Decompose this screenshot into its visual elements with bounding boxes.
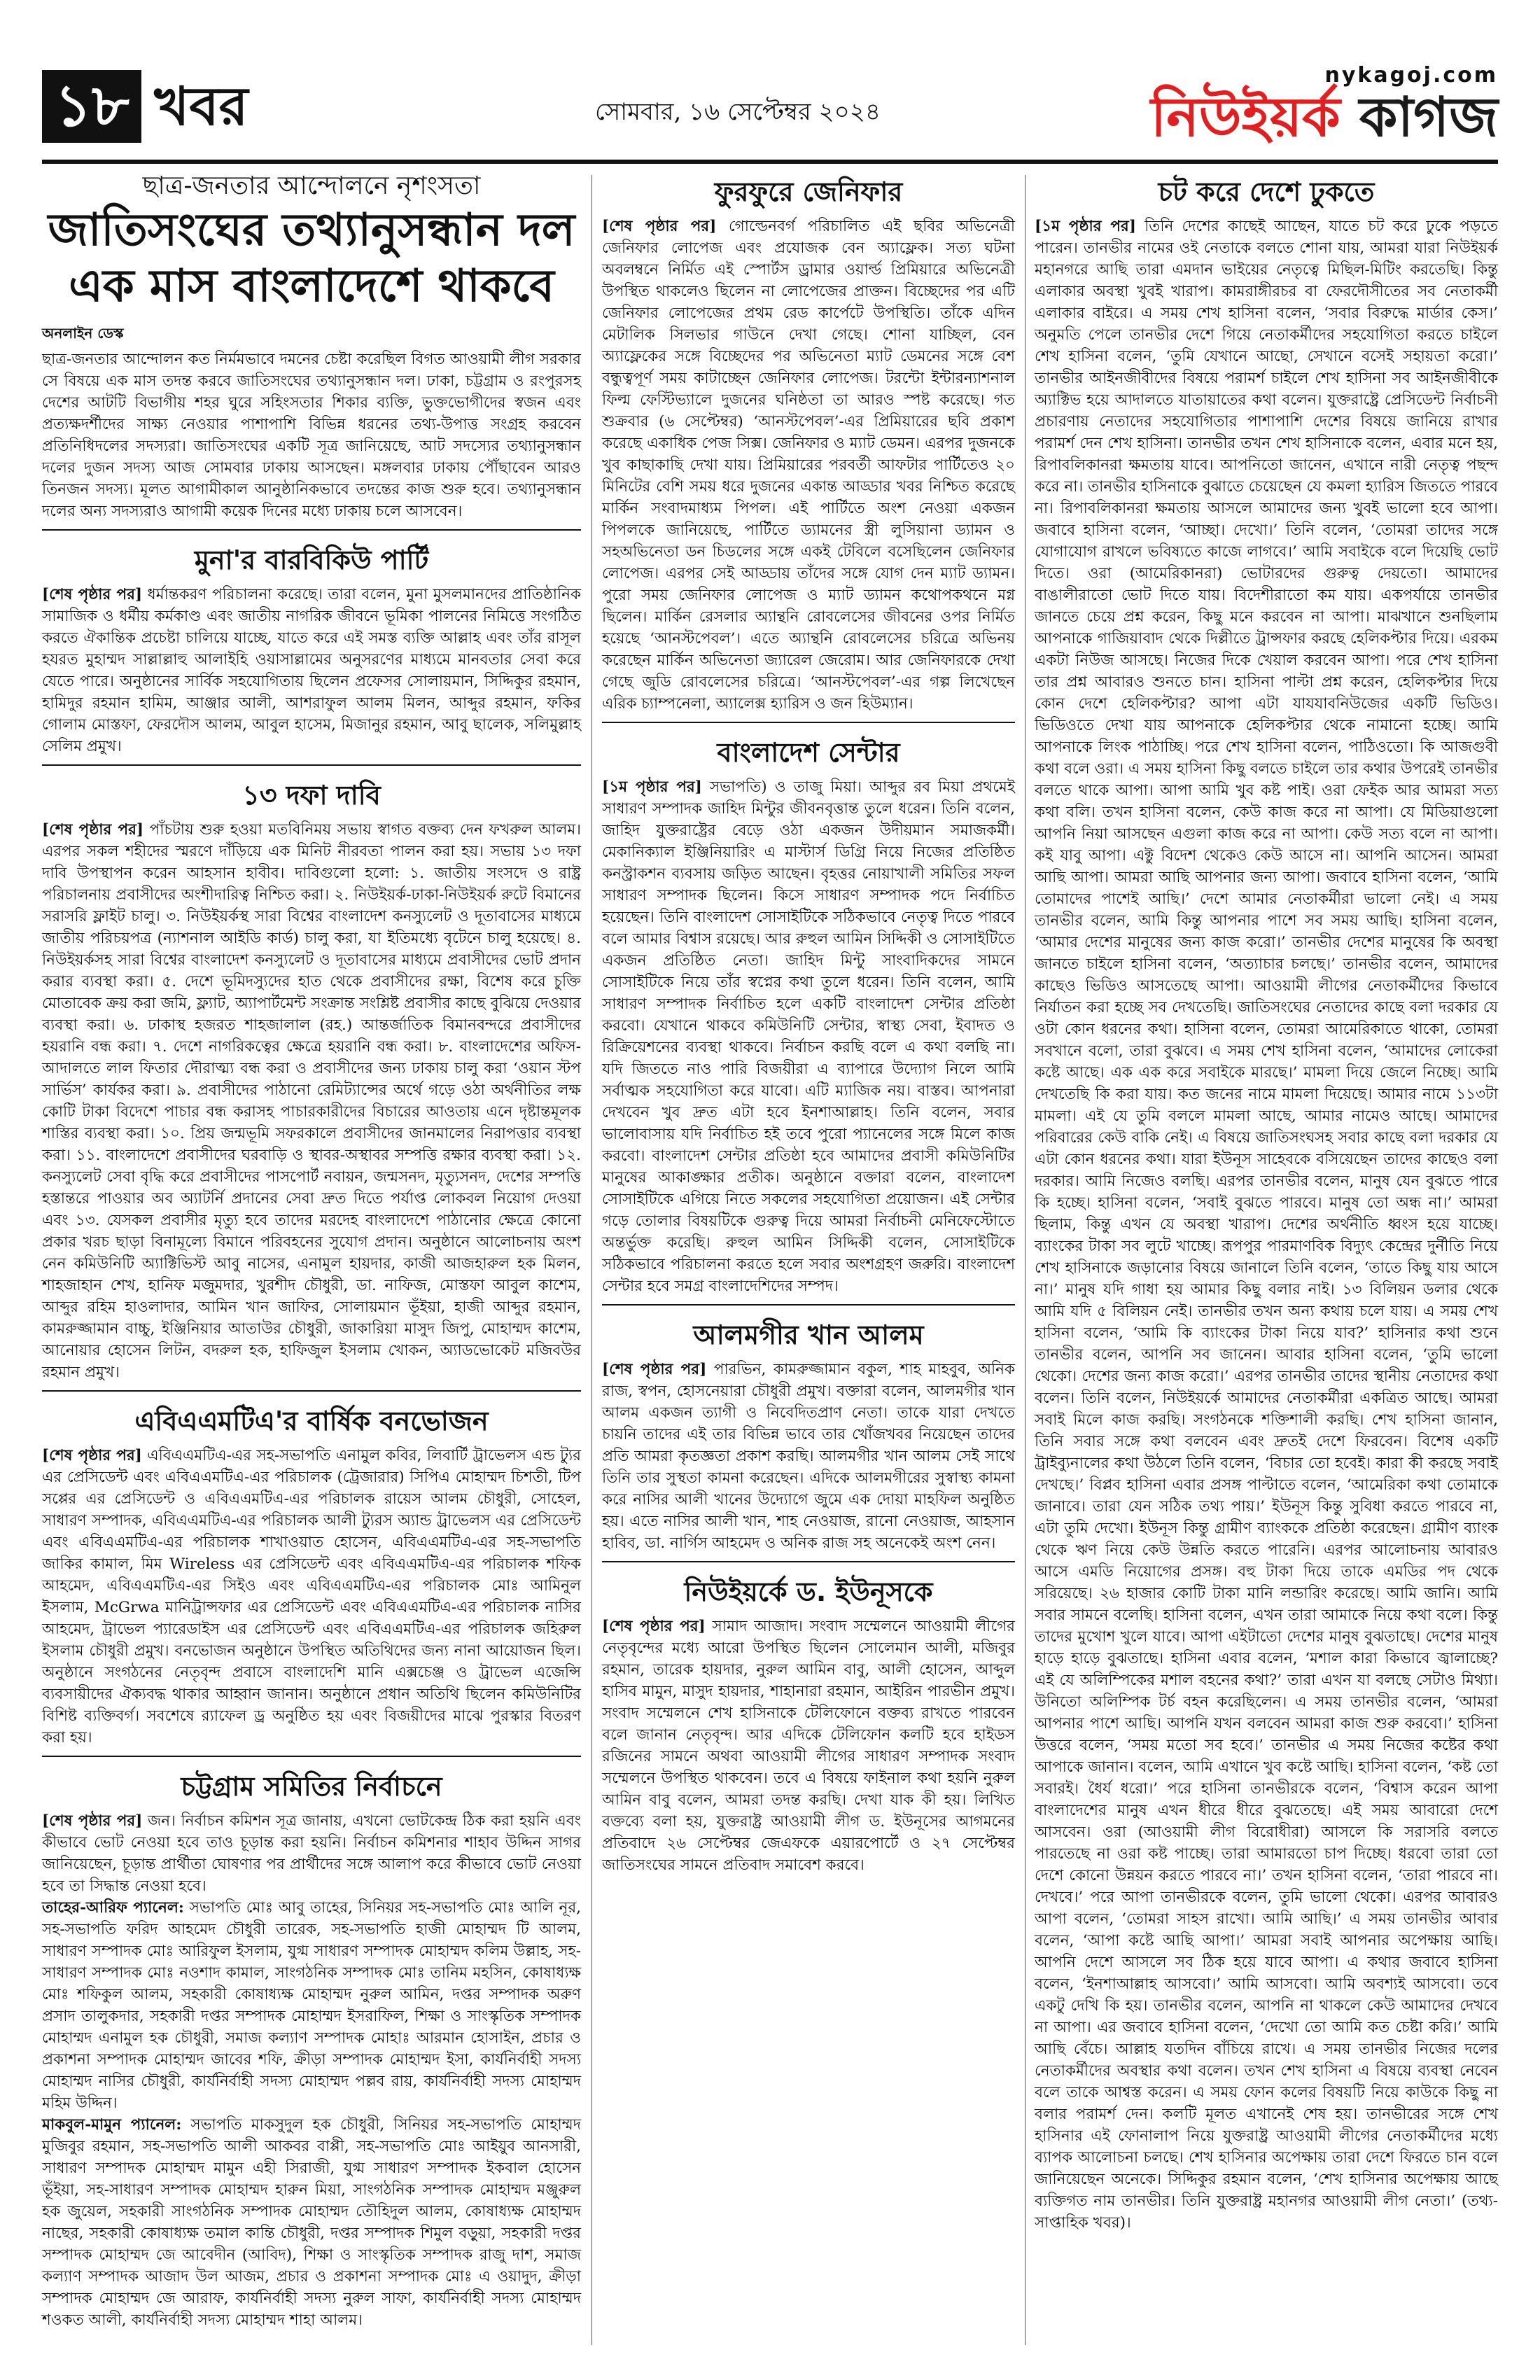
headline-bangladesh-center: বাংলাদেশ সেন্টার: [717, 737, 900, 768]
article-chot-kore: [1035, 216, 1498, 2234]
article-body: পাঁচটায় শুরু হওয়া মতবিনিময় সভায় স্বাগত বক্তব্য দেন ফখরুল আলম। এরপর সকল শহীদের স্মরণে দাঁড়িয়ে এক মিনিট নীরবতা পালন করা হয়। সভায় ১৩ দফা দাবি উপস্থাপন করেন আহসান হাবীব। দাবিগুলো হলো: ১. জাতীয় সংসদে ও রাষ্ট্র পরিচালনায় প্রবাসীদের অংশীদারিত্ব নিশ্চিত করা। ২. নিউইয়র্ক-ঢাকা-নিউইয়র্ক রুটে বিমানের সরাসরি ফ্লাইট চালু। ৩. নিউইয়র্কস্থ সারা বিশ্বের বাংলাদেশ কনস্যুলেট ও দূতাবাসের মাধ্যমে জাতীয় পরিচয়পত্র (ন্যাশনাল আইডি কার্ড) চালু করা, যা ইতিমধ্যে বৃটেনে চালু হয়েছে। ৪. নিউইয়র্কসহ সারা বিশ্বের বাংলাদেশ কনস্যুলেট ও দূতাবাসের মাধ্যমে প্রবাসীদের ভোট প্রদান করার ব্যবস্থা করা। ৫. দেশে ভূমিদস্যুদের হাত থেকে প্রবাসীদের রক্ষা, বিশেষ করে চুক্তি মোতাবেক ক্রয় করা জমি, ফ্ল্যাট, অ্যাপার্টমেন্ট সংক্রান্ত সংশ্লিষ্ট প্রবাসীর কাছে বুঝিয়ে দেওয়ার ব্যবস্থা করা। ৬. ঢাকাস্থ হজরত শাহজালাল (রহ.) আন্তর্জাতিক বিমানবন্দরে প্রবাসীদের হয়রানি বন্ধ করা। ৭. দেশে নাগরিকত্বের ক্ষেত্রে হয়রানি বন্ধ করা। ৮. বাংলাদেশের অফিস-আদালতে লাল ফিতার দৌরাত্ম্য বন্ধ করা ও প্রবাসীদের জন্য ঢাকায় চালু করা ‘ওয়ান স্টপ সার্ভিস’ কার্যকর করা। ৯. প্রবাসীদের পাঠানো রেমিট্যান্সের অর্থে গড়ে ওঠা অর্থনীতির লক্ষ কোটি টাকা বিদেশে পাচার বন্ধ করাসহ পাচারকারীদের বিচারের আওতায় এনে দৃষ্টান্তমূলক শাস্তির ব্যবস্থা করা। ১০. প্রিয় জন্মভূমি সফরকালে প্রবাসীদের জানমালের নিরাপত্তার ব্যবস্থা করা। ১১. বাংলাদেশে প্রবাসীদের ঘরবাড়ি ও স্থাবর-অস্থাবর সম্পত্তি রক্ষার ব্যবস্থা করা। ১২. কনস্যুলেট সেবা বৃদ্ধি করে প্রবাসীদের পাসপোর্ট নবায়ন, জন্মসনদ, মৃত্যুসনদ, দেশের সম্পত্তি হস্তান্তরে পাওয়ার অব অ্যাটর্নি প্রদানের সেবা দ্রুত দিতে পর্যাপ্ত লোকবল নিয়োগ দেওয়া এবং ১৩. যেসকল প্রবাসীর মৃত্যু হবে তাদের মরদেহ বাংলাদেশে পাঠানোর ক্ষেত্রে কোনো প্রকার খরচ ছাড়া বিনামূল্যে বিমানে পরিবহনের সুযোগ প্রদান। অনুষ্ঠানে আলোচনায় অংশ নেন কমিউনিটি অ্যাক্টিভিস্ট আবু নাসের, এনামুল হায়দার, কাজী আজহারুল হক মিলন, শাহজাহান শেখ, হানিফ মজুমদার, খুরশীদ চৌধুরী, ডা. নাফিজ, মোস্তফা আবুল কাশেম, আব্দুর রহিম হাওলাদার, আমিন খান জাফির, সোলায়মান ভূঁইয়া, হাজী আব্দুর রহমান, কামরুজ্জামান বাচ্চু, ইঞ্জিনিয়ার আতাউর চৌধুরী, জাকারিয়া মাসুদ জিপু, মোহাম্মদ কাশেম, আনোয়ার হোসেন লিটন, বদরুল হক, হাফিজুল ইসলাম খোকন, অ্যাডভোকেট মজিবউর রহমান প্রমুখ।: [42, 821, 581, 1381]
continued-tag: [শেষ পৃষ্ঠার পর]: [602, 1361, 707, 1378]
masthead-rule: [42, 160, 1498, 164]
continued-tag: [শেষ পৃষ্ঠার পর]: [42, 1812, 143, 1830]
divider: [42, 1756, 581, 1757]
article-body: তিনি দেশের কাছেই আছেন, যাতে চট করে ঢুকে পড়তে পারেন। তানভীর নামের ওই নেতাকে বলতে শোনা যায়, আমরা যারা নিউইয়র্ক মহানগরে আছি তারা এমদান ভাইয়ের নেতৃত্বে মিছিল-মিটিং করতেছি। কিন্তু এলাকার অবস্থা খুবই খারাপ। কামরাঙ্গীরচর বা ফেরদৌসীতের সব নেতাকর্মী এলাকার বাইরে। এ সময় শেখ হাসিনা বলেন, ‘সবার বিরুদ্ধে মার্ডার কেস।’ অনুমতি পেলে তানভীর দেশে গিয়ে নেতাকর্মীদের সহযোগিতা করতে চাইলে শেখ হাসিনা বলেন, ‘তুমি যেখানে আছো, সেখানে বসেই সহায়তা করো।’ তানভীর আইনজীবীদের বিষয়ে পরামর্শ চাইলে শেখ হাসিনা সব আইনজীবীকে অ্যাক্টিভ হয়ে আদালতে যাতায়াতের কথা বলেন। যুক্তরাষ্ট্রে প্রেসিডেন্ট নির্বাচনী প্রচারণায় নেতাদের সহযোগিতার পাশাপাশি দেশের বিষয়ে জানিয়ে রাখার পরামর্শ দেন শেখ হাসিনা। তানভীর তখন শেখ হাসিনাকে বলেন, এবার মনে হয়, রিপাবলিকানরা ক্ষমতায় যাবে। আপনিতো জানেন, এখানে নারী নেতৃত্ব পছন্দ করে না। তানভীর হাসিনাকে বুঝাতে চেয়েছেন যে কমলা হ্যারিস জিততে পারবে না। রিপাবলিকানরা ক্ষমতায় আসলে আমাদের জন্য খুবই ভালো হবে আপা। জবাবে হাসিনা বলেন, ‘আচ্ছা। দেখো।’ তিনি বলেন, ‘তোমরা তাদের সঙ্গে যোগাযোগ রাখলে ভবিষ্যতে কাজে লাগবে।’ আমি সবাইকে বলে দিয়েছি ভোট দিতে। ওরা (আমেরিকানরা) ভোটারদের গুরুত্ব দেয়তো। আমাদের বাঙালীরাতো ভোট দিতে যায়। বিদেশীরাতো কম যায়। একপর্যায়ে তানভীর জানতে চেয়ে প্রশ্ন করেন, কিছু মনে করবেন না আপা। মাঝখানে শুনছিলাম আপনাকে গাজিয়াবাদ থেকে দিল্লীতে ট্রান্সফার করছে হেলিকপ্টার দিয়ে। এরকম একটা নিউজ আসছে। নিজের দিকে খেয়াল করবেন আপা। পরে শেখ হাসিনা তার প্রশ্ন আবারও শুনতে চান। হাসিনা পাল্টা প্রশ্ন করেন, হেলিকপ্টার দিয়ে কোন দেশে হেলিকপ্টার? আপা এটা যাযযাবনিউজের একটি ভিডিও। ভিডিওতে দেখা যায় আপনাকে হেলিকপ্টার থেকে নামানো হচ্ছে। আমি আপনাকে লিংক পাঠাচ্ছি। পরে শেখ হাসিনা বলেন, পাঠিওতো। কি আজগুবী কথা বলে ওরা। এ সময় হাসিনা কিছু বলতে চাইলে তার কথার উপরেই তানভীর বলতে থাকে আপা। আপা আমি খুব কষ্ট পাই। ওরা ফেইক আর আমরা সত্য কথা বলি। তখন হাসিনা বলেন, কেউ কাজ করে না আপা। যে মিডিয়াগুলো আপনি নিয়া আসছেন এগুলা কাজ করে না আপা। কেউ সত্য বলে না আপা। কই যাবু আপা। এক্টু বিদেশ থেকেও কেউ আসে না। আপনি আসেন। আমরা আছি আপা। আমরা আছি আপনার জন্য আপা। জবাবে হাসিনা বলেন, ‘আমি তোমাদের পাশেই আছি।’ দেশে আমার নেতাকর্মীরা ভালো নেই। এ সময় তানভীর বলেন, আমি কিন্তু আপনার পাশে সব সময় আছি। হাসিনা বলেন, ‘আমার দেশের মানুষের জন্য কাজ করো।’ তানভীর দেশের মানুষের কি অবস্থা জানতে চাইলে হাসিনা বলেন, ‘অত্যাচার চলছে।’ তানভীর বলেন, আমাদের কাছেও ভিডিও আসতেছে আপা। আওয়ামী লীগের নেতাকর্মীদের কিভাবে নির্যাতন করা হচ্ছে সব দেখতেছি। জাতিসংঘের নেতাদের কাছে বলা দরকার যে ওটা কোন ধরনের কথা। হাসিনা বলেন, তোমরা আমেরিকাতে থাকো, তোমরা সবখানে বলো, তারা বুঝবে। এ সময় শেখ হাসিনা বলেন, ‘আমাদের লোকেরা কষ্টে আছে। এক এক করে সবাইকে মারছে।’ মামলা দিয়ে জেলে নিচ্ছে। আমি দেখতেছি কি করা যায়। কত জনের নামে মামলা দিয়েছে। আমার নামে ১১৩টা মামলা। এই যে তুমি বললে মামলা আছে, আমার নামেও আছে। আমাদের পরিবারের কেউ বাকি নেই। এ বিষয়ে জাতিসংঘসহ সবার কাছে বলা দরকার যে এটা কোন ধরনের কথা। যারা ইউনূস সাহেবকে বসিয়েছেন তাদের কাছেও বলা দরকার। আমি নিজেও বলছি। এরপর তানভীর বলেন, মানুষ যেন বুঝতে পারে কি হচ্ছে। হাসিনা বলেন, ‘সবাই বুঝতে পারবে। মানুষ তো অন্ধ না।’ আমরা ছিলাম, কিন্তু এখন যে অবস্থা খারাপ। দেশের অর্থনীতি ধ্বংস হয়ে যাচ্ছে। ব্যাংকের টাকা সব লুটে খাচ্ছে। রূপপুর পারমাণবিক বিদ্যুৎ কেন্দ্রের দুর্নীতি নিয়ে শেখ হাসিনাকে জড়ানোর বিষয়ে জানালে তিনি বলেন, ‘তাতে কিছু যায় আসে না।’ মানুষ যদি গাধা হয় আমার কিছু বলার নাই। ১৩ বিলিয়ন ডলার থেকে আমি যদি ৫ বিলিয়ন নেই। তানভীর তখন অন্য কথায় চলে যায়। এ সময় শেখ হাসিনা বলেন, ‘আমি কি ব্যাংকের টাকা নিয়ে যাব?’ হাসিনার কথা শুনে তানভীর বলেন, আপনি সব জানেন। আবার হাসিনা বলেন, ‘তুমি ভালো থেকো। দেশের জন্য কাজ করো।’ এরপর তানভীর তাদের স্থানীয় নেতাদের কথা বলেন। তিনি বলেন, নিউইয়র্কে আমাদের নেতাকর্মীরা একত্রিত আছে। আমরা সবাই মিলে কাজ করছি। সংগঠনকে শক্তিশালী করছি। শেখ হাসিনা জানান, তিনি সবার সঙ্গে কথা বলবেন এবং দ্রুতই দেশে ফিরবেন। বিশেষ একটি ট্রাইব্যুনালের কথা উঠলে তিনি বলেন, ‘বিচার তো হবেই। কারা কী করছে সবাই দেখছে।’ বিপ্লব হাসিনা এবার প্রসঙ্গ পাল্টাতে বলেন, ‘আমেরিকা কথা তোমাকে জানাবে। তারা যেন সঠিক তথ্য পায়।’ ইউনূস কিন্তু সুবিধা করতে পারবে না, এটা তুমি দেখো। ইউনূস কিন্তু গ্রামীণ ব্যাংককে প্রতিষ্ঠা করেছেন। গ্রামীণ ব্যাংক থেকে ঋণ নিয়ে কেউ উন্নতি করতে পারেনি। এরপর আলোচনায় আবারও আসে এমডি নিয়োগের প্রসঙ্গ। বহু টাকা দিয়ে তাকে এমডির পদ থেকে সরিয়েছে। ২৬ হাজার কোটি টাকা মানি লন্ডারিং করেছে। আমি জানি। আমি সবার সামনে বলেছি। হাসিনা বলেন, এখন তারা আমাকে নিয়ে কথা বলে। কিন্তু তাদের মুখোশ খুলে যাবে। আপা এইটাতো দেশের মানুষ বুঝতাছে। দেশের মানুষ হাড়ে হাড়ে বুঝতাছে। হাসিনা এবার বলেন, ‘মশাল কারা কিভাবে জ্বালাচ্ছে? এই যে অলিম্পিকের মশাল বহনের কথা?’ তারা এখন যা বলছে সেটাও মিথ্যা। উনিতো অলিম্পিক টর্চ বহন করেছিলেন। এ সময় তানভীর বলেন, ‘আমরা আপনার পাশে আছি। আপনি যখন বলবেন আমরা কাজ শুরু করবো।’ হাসিনা উত্তরে বলেন, ‘সময় মতো সব হবে।’ তানভীর এ সময় নিজের কষ্টের কথা আপাকে জানান। বলেন, আমি এখানে খুব কষ্টে আছি। হাসিনা বলেন, ‘কষ্ট তো সবারই। ধৈর্য ধরো।’ পরে হাসিনা তানভীরকে বলেন, ‘বিশ্বাস করেন আপা বাংলাদেশের মানুষ এখন ধীরে ধীরে বুঝতেছে। এই সময় আবারো দেশে আসবেন। ওরা (আওয়ামী লীগ বিরোধীরা) আসলে কি সরাসরি বলতে পারতেছে না ওরা কষ্ট পাচ্ছে। তারা আমারতো চাপ দিচ্ছে। ধরবো তারা তো দেশে কোনো উন্নয়ন করতে পারবে না।’ তখন হাসিনা বলেন, ‘তারা পারবে না। দেখবে।’ পরে আপা তানভীরকে বলেন, তুমি ভালো থেকো। এরপর আবারও আপা বলেন, ‘তোমরা সাহস রাখো। আমি আছি।’ এ সময় তানভীর আবার বলেন, ‘আপা কষ্টে আছি আপা।’ আমরা সবাই আপনার অপেক্ষায় আছি। আপনি দেশে আসলে সব ঠিক হয়ে যাবে আপা। এ কথার জবাবে হাসিনা বলেন, ‘ইনশাআল্লাহ আসবো।’ আমি আসবো। আমি অবশ্যই আসবো। তবে একটু দেখি কি হয়। তানভীর বলেন, আপনি না থাকলে কেউ আমাদের দেখবে না আপা। এর জবাবে হাসিনা বলেন, ‘দেখো তো আমি কত চেষ্টা করি।’ আমি আছি বেঁচে। আল্লাহ যতদিন বাঁচিয়ে রাখে। এ সময় তানভীর নিজের দলের নেতাকর্মীদের অবস্থার কথা বলেন। তখন শেখ হাসিনা এ বিষয়ে ব্যবস্থা নেবেন বলে তাকে আশ্বস্ত করেন। এ সময় ফোন কলের বিষয়টি নিয়ে কাউকে কিছু না বলার পরামর্শ দেন। কলটি মূলত এখানেই শেষ হয়। তানভীরের সঙ্গে শেখ হাসিনার এই ফোনালাপ নিয়ে যুক্তরাষ্ট্র আওয়ামী লীগের নেতাকর্মীদের মধ্যে ব্যাপক আলোচনা চলছে। শেখ হাসিনার অপেক্ষায় তারা দেশে ফিরতে চান বলে জানিয়েছেন অনেকে। সিদ্দিকুর রহমান বলেন, ‘শেখ হাসিনার অপেক্ষায় আছে ব্যক্তিগত নাম তানভীর। তিনি যুক্তরাষ্ট্র মহানগর আওয়ামী লীগ নেতা।’ (তথ্য-সাপ্তাহিক খবর)।: [1035, 218, 1499, 2232]
panel-name: তাহের-আরিফ প্যানেল:: [42, 1899, 184, 1917]
issue-date: সোমবার, ১৬ সেপ্টেম্বর ২০২৪: [595, 98, 881, 126]
headline-jennifer: ফুরফুরে জেনিফার: [714, 176, 903, 207]
newspaper-logo: [1151, 63, 1498, 148]
article-13-demands: [42, 819, 581, 1383]
column-divider: [1025, 175, 1026, 2345]
divider: [42, 529, 581, 531]
divider: [602, 1304, 1015, 1306]
continued-tag: [শেষ পৃষ্ঠার পর]: [42, 821, 144, 839]
continued-tag: [শেষ পৃষ্ঠার পর]: [602, 1618, 706, 1635]
lead-headline-line1: জাতিসংঘের তথ্যানুসন্ধান দল: [48, 204, 575, 256]
article-alamgir: [602, 1359, 1015, 1554]
divider: [602, 1561, 1015, 1562]
panel-taher-arif: [42, 1897, 581, 2114]
continued-tag: [১ম পৃষ্ঠার পর]: [1035, 218, 1136, 235]
lead-headline: [42, 202, 581, 314]
divider: [602, 722, 1015, 723]
column-1: [42, 172, 581, 2331]
article-body: গোল্ডেনবর্গ পরিচালিত এই ছবির অভিনেত্রী জেনিফার লোপেজ এবং প্রযোজক বেন অ্যাফ্লেক। সত্য ঘটনা অবলম্বনে নির্মিত এই স্পোর্টস ড্রামার ওয়ার্ল্ড প্রিমিয়ারে অভিনেত্রী উপস্থিত থাকলেও ছিলেন না লোপেজের প্রাক্তন। বিচ্ছেদের পর এটি জেনিফার লোপেজের প্রথম রেড কার্পেটে উপস্থিতি। তাঁকে এদিন মেটালিক সিলভার গাউনে দেখা গেছে। শোনা যাচ্ছিল, বেন অ্যাফ্লেকের সঙ্গে বিচ্ছেদের পর অভিনেতা ম্যাট ডেমনের সঙ্গে বেশ বন্ধুত্বপূর্ণ সময় কাটাচ্ছেন জেনিফার লোপেজ। টরন্টো ইন্টারন্যাশনাল ফিল্ম ফেস্টিভ্যালে দুজনের ঘনিষ্ঠতা তা আরও স্পষ্ট করেছে। গত শুক্রবার (৬ সেপ্টেম্বর) ‘আনস্টপেবল’-এর প্রিমিয়ারের ছবি প্রকাশ করেছে একাধিক পেজ সিক্স। জেনিফার ও ম্যাট ডেমন। এরপর দুজনকে খুব কাছাকাছি দেখা যায়। প্রিমিয়ারের পরবর্তী আফটার পার্টিতেও ২০ মিনিটের বেশি সময় ধরে দুজনের একান্ত আড্ডার খবর নিশ্চিত করেছে মার্কিন সংবাদমাধ্যম পিপল। এই পার্টিতে অংশ নেওয়া একজন পিপলকে জানিয়েছে, পার্টিতে ড্যামনের স্ত্রী লুসিয়ানা ড্যামন ও সহঅভিনেতা ডন চিডলের সঙ্গে একই টেবিলে বসেছিলেন জেনিফার লোপেজ। এরপর সেই আড্ডায় তাঁদের সঙ্গে যোগ দেন ম্যাট ড্যামন। পুরো সময় জেনিফার লোপেজ ও ম্যাট ড্যামন কথোপকথনে মগ্ন ছিলেন। মার্কিন রেসলার অ্যান্থনি রোবলেসের জীবনের ওপর নির্মিত হয়েছে ‘আনস্টপেবল’। এতে অ্যান্থনি রোবলেসের চরিত্রে অভিনয় করেছেন মার্কিন অভিনেতা জ্যারেল জেরোম। আর জেনিফারকে দেখা গেছে জুডি রোবলেসের চরিত্রে। ‘আনস্টপেবল’-এর গল্প লিখেছেন এরিক চ্যাম্পনেলা, অ্যালেক্স হ্যারিস ও জন হিউম্যান।: [602, 218, 1015, 713]
headline-abiamta: এবিএএমটিএ'র বার্ষিক বনভোজন: [134, 1406, 489, 1436]
column-3: [1035, 175, 1498, 2234]
article-body: সভাপতি) ও তাজু মিয়া। আব্দুর রব মিয়া প্রথমেই সাধারণ সম্পাদক জাহিদ মিন্টুর জীবনবৃত্তান্ত তুলে ধরেন। তিনি বলেন, জাহিদ যুক্তরাষ্ট্রের বেড়ে ওঠা একজন উদীয়মান সমাজকর্মী। মেকানিক্যাল ইঞ্জিনিয়ারিং এ মাস্টার্স ডিগ্রি নিয়ে নিজের প্রতিষ্ঠিত কনস্ট্রাকশন ব্যবসায় জড়িত আছেন। বৃহত্তর নোয়াখালী সমিতির সফল সাধারণ সম্পাদক ছিলেন। কিসে সাধারণ সম্পাদক পদে নির্বাচিত হয়েছেন। তিনি বাংলাদেশ সোসাইটিকে সঠিকভাবে নেতৃত্ব দিতে পারবে বলে আমার বিশ্বাস রয়েছে। আর রুহুল আমিন সিদ্দিকী ও সোসাইটিতে একজন প্রতিষ্ঠিত নেতা। জাহিদ মিন্টু সাংবাদিকদের সামনে সোসাইটিকে নিয়ে তাঁর স্বপ্নের কথা তুলে ধরেন। তিনি বলেন, আমি সাধারণ সম্পাদক নির্বাচিত হলে একটি বাংলাদেশ সেন্টার প্রতিষ্ঠা করবো। যেখানে থাকবে কমিউনিটি সেন্টার, স্বাস্থ্য সেবা, ইবাদত ও রিক্রিয়েশনের ব্যবস্থা থাকবে। নির্বাচন করছি বলে এ কথা বলছি না। যদি জিততে নাও পারি বিজয়ীরা এ ব্যাপারে উদ্যোগ নিলে আমি সর্বাত্মক সহযোগিতা করে যাবো। এটি ম্যাজিক নয়। বাস্তব। আপনারা দেখবেন খুব দ্রুত এটা হবে ইনশাআল্লাহ। তিনি বলেন, সবার ভালোবাসায় যদি নির্বাচিত হই তবে পুরো প্যানেলের সঙ্গে মিলে কাজ করবো। বাংলাদেশ সেন্টার প্রতিষ্ঠা হবে আমাদের প্রবাসী কমিউনিটির মানুষের আকাঙ্ক্ষার প্রতীক। অনুষ্ঠানে বক্তারা বলেন, বাংলাদেশ সোসাইটিকে এগিয়ে নিতে সকলের সহযোগিতা প্রয়োজন। এই সেন্টার গড়ে তোলার বিষয়টিকে গুরুত্ব দিয়ে আমরা নির্বাচনী মেনিফেস্টোতে অন্তর্ভুক্ত করেছি। রুহুল আমিন সিদ্দিকী বলেন, সোসাইটিকে সঠিকভাবে পরিচালনা করতে হলে সবার অংশগ্রহণ জরুরি। বাংলাদেশ সেন্টার হবে সমগ্র বাংলাদেশিদের সম্পদ।: [602, 778, 1015, 1295]
article-chittagong-samity: [42, 1810, 581, 1897]
article-body: এবিএএমটিএ-এর সহ-সভাপতি এনামুল কবির, লিবার্টি ট্রাভেলস এন্ড ট্যুর এর প্রেসিডেন্ট এবং এবিএএমটিএ-এর পরিচালক (ট্রেজারার) সিপিএ মোহাম্মদ চিশতী, টিপ সপ্পের এর প্রেসিডেন্ট ও এবিএএমটিএ-এর পরিচালক রায়েস আলম চৌধুরী, সোহেল, সাধারণ সম্পাদক, এবিএএমটিএ-এর পরিচালক আলী ট্যুরস অ্যান্ড ট্রাভেলস এর প্রেসিডেন্ট এবং এবিএএমটিএ-এর পরিচালক শাখাওয়াত হোসেন, এবিএএমটিএ-এর সহ-সভাপতি জাকির কামাল, মিম Wireless এর প্রেসিডেন্ট এবং এবিএএমটিএ-এর পরিচালক শফিক আহমেদ, এবিএএমটিএ-এর সিইও এবং এবিএএমটিএ-এর পরিচালক মোঃ আমিনুল ইসলাম, McGrwa মানিট্রান্সফার এর প্রেসিডেন্ট এবং এবিএএমটিএ-এর পরিচালক নাসির আহমেদ, ট্রাভেল প্যারেডাইস এর প্রেসিডেন্ট এবং এবিএএমটিএ-এর পরিচালক জহিরুল ইসলাম চৌধুরী প্রমুখ। বনভোজন অনুষ্ঠানে উপস্থিত অতিথিদের জন্য নানা আয়োজন ছিল। অনুষ্ঠানে সংগঠনের নেতৃবৃন্দ প্রবাসে বাংলাদেশি মানি এক্সচেঞ্জ ও ট্রাভেল এজেন্সি ব্যবসায়ীদের ঐক্যবদ্ধ থাকার আহ্বান জানান। অনুষ্ঠানে প্রধান অতিথি ছিলেন কমিউনিটির বিশিষ্ট ব্যক্তিবর্গ। সবশেষে র‍্যাফেল ড্র অনুষ্ঠিত হয় এবং বিজয়ীদের মাঝে পুরস্কার বিতরণ করা হয়।: [42, 1447, 581, 1746]
article-abiamta: [42, 1445, 581, 1749]
continued-tag: [শেষ পৃষ্ঠার পর]: [42, 1447, 142, 1464]
headline-13-demands: ১৩ দফা দাবি: [242, 780, 381, 811]
article-body: জন। নির্বাচন কমিশন সূত্র জানায়, এখনো ভোটকেন্দ্র ঠিক করা হয়নি এবং কীভাবে ভোট নেওয়া হবে তাও চূড়ান্ত করা হয়নি। নির্বাচন কমিশনার শাহাব উদ্দিন সাগর জানিয়েছেন, চূড়ান্ত প্রার্থীতা ঘোষণার পর প্রার্থীদের সঙ্গে আলাপ করে কীভাবে ভোট নেওয়া হবে তা সিদ্ধান্ত নেওয়া হবে।: [42, 1812, 581, 1895]
masthead: [42, 63, 1498, 154]
newspaper-name-part2: কাগজ: [1359, 86, 1498, 149]
lead-body: ছাত্র-জনতার আন্দোলন কত নির্মমভাবে দমনের চেষ্টা করেছিল বিগত আওয়ামী লীগ সরকার সে বিষয়ে এক মাস তদন্ত করবে জাতিসংঘের তথ্যানুসন্ধান দল। ঢাকা, চট্টগ্রাম ও রংপুরসহ দেশের আটটি বিভাগীয় শহর ঘুরে সহিংসতার শিকার ব্যক্তি, ভুক্তভোগীদের স্বজন এবং প্রত্যক্ষদর্শীদের সাক্ষ্য নেওয়ার পাশাপাশি বিভিন্ন ধরনের তথ্য-উপাত্ত সংগ্রহ করবেন প্রতিনিধিদলের সদস্যরা। জাতিসংঘের একটি সূত্র জানিয়েছে, আট সদস্যের তথ্যানুসন্ধান দলের দুজন সদস্য আজ সোমবার ঢাকায় আসছেন। মঙ্গলবার ঢাকায় পৌঁছাবেন আরও তিনজন সদস্য। মূলত আগামীকাল আনুষ্ঠানিকভাবে তদন্তের কাজ শুরু হবে। তথ্যানুসন্ধান দলের অন্য সদস্যরাও আগামী কয়েক দিনের মধ্যে ঢাকায় চলে আসবেন।: [42, 351, 581, 520]
panel-makbul-mamun: [42, 2114, 581, 2331]
page-label: [42, 70, 260, 143]
article-bangladesh-center: [602, 776, 1015, 1297]
panel-members: সভাপতি মোঃ আবু তাহের, সিনিয়র সহ-সভাপতি মোঃ আলি নূর, সহ-সভাপতি ফরিদ আহমেদ চৌধুরী তারেক, সহ-সভাপতি হাজী মোহাম্মদ টি আলম, সাধারণ সম্পাদক মোঃ আরিফুল ইসলাম, যুগ্ম সাধারণ সম্পাদক মোহাম্মদ কলিম উল্লাহ, সহ-সাধারণ সম্পাদক মোঃ নওশাদ কামাল, সাংগঠনিক সম্পাদক মোঃ তানিম মহসিন, কোষাধ্যক্ষ মোঃ শফিকুল আলম, সহকারী কোষাধ্যক্ষ মোহাম্মদ নুরুল আমিন, দপ্তর সম্পাদক অরুণ প্রসাদ তালুকদার, সহকারী দপ্তর সম্পাদক মোহাম্মদ ইসরাফিল, শিক্ষা ও সাংস্কৃতিক সম্পাদক মোহাম্মদ এনামুল হক চৌধুরী, সমাজ কল্যাণ সম্পাদক মোহাঃ আরমান হোসাইন, প্রচার ও প্রকাশনা সম্পাদক মোহাম্মদ জাবের শফি, ক্রীড়া সম্পাদক মোহাম্মদ ইসা, কার্যনির্বাহী সদস্য মোহাম্মদ নাসির চৌধুরী, কার্যনির্বাহী সদস্য মোহাম্মদ পল্লব রায়, কার্যনির্বাহী সদস্য মোহাম্মদ মহিম উদ্দিন।: [42, 1899, 581, 2112]
article-yunus: [602, 1616, 1015, 1876]
divider: [42, 1390, 581, 1392]
article-body: ধর্মান্তকরণ পরিচালনা করেছে। তারা বলেন, মুনা মুসলমানদের প্রাতিষ্ঠানিক সামাজিক ও ধর্মীয় কর্মকাণ্ড এবং জাতীয় নাগরিক জীবনে ভূমিকা পালনের নিমিত্তে সংগঠিত করতে ঐকান্তিক প্রচেষ্টা চালিয়ে যাচ্ছে, যাতে করে এই সমস্ত ব্যক্তি আল্লাহ এবং তাঁর রাসূল হযরত মুহাম্মদ সাল্লাল্লাহু আলাইহি ওয়াসাল্লামের অনুসরণের মাধ্যমে মানবতার সেবা করে যেতে পারে। অনুষ্ঠানের সার্বিক সহযোগিতায় ছিলেন প্রফেসর সোলায়মান, সিদ্দিকুর রহমান, হামিদুর রহমান হামিম, আঞ্জার আলী, আশরাফুল আলম মিলন, আব্দুর রহমান, ফকির গোলাম মোস্তফা, ফেরদৌস আলম, আবুল হাসেম, মিজানুর রহমান, আবু ছালেক, সলিমুল্লাহ সেলিম প্রমুখ।: [42, 586, 581, 755]
continued-tag: [শেষ পৃষ্ঠার পর]: [602, 218, 717, 235]
divider: [42, 764, 581, 766]
continued-tag: [শেষ পৃষ্ঠার পর]: [42, 586, 143, 603]
lead-headline-line2: এক মাস বাংলাদেশে থাকবে: [69, 260, 554, 312]
continued-tag: [১ম পৃষ্ঠার পর]: [602, 778, 702, 796]
headline-chot-kore: চট করে দেশে ঢুকতে: [1158, 176, 1375, 207]
headline-chittagong-samity: চট্টগ্রাম সমিতির নির্বাচনে: [181, 1771, 442, 1802]
page-number: ১৮: [42, 70, 141, 143]
headline-yunus: নিউইয়র্কে ড. ইউনূসকে: [684, 1576, 933, 1607]
site-url: nykagoj.com: [1324, 63, 1498, 88]
article-body: পারভিন, কামরুজ্জামান বকুল, শাহ মাহবুব, অনিক রাজ, স্বপন, হোসনেয়ারা চৌধুরী প্রমুখ। বক্তারা বলেন, আলমগীর খান আলম একজন ত্যাগী ও নিবেদিতপ্রাণ নেতা। তাকে যারা দেখতে চায়নি তাদের এই তার বিভিন্ন ভাবে তার খোঁজখবর নিয়েছেন তাদের প্রতি আমরা কৃতজ্ঞতা প্রকাশ করছি। আলমগীর খান আলম সেই সাথে তিনি তার সুস্থতা কামনা করেছেন। এদিকে আলমগীরের সুস্বাস্থ্য কামনা করে নাসির আলী খানের উদ্যোগে জুমে এক দোয়া মাহফিল অনুষ্ঠিত হয়। এতে নাসির আলী খান, শাহ নেওয়াজ, রানো নেওয়াজ, আহসান হাবিব, ডা. নার্গিস আহমেদ ও অনিক রাজ সহ অনেকেই অংশ নেন।: [602, 1361, 1015, 1552]
panel-members: সভাপতি মাকসুদুল হক চৌধুরী, সিনিয়র সহ-সভাপতি মোহাম্মদ মুজিবুর রহমান, সহ-সভাপতি আলী আকবর বাপ্পী, সহ-সভাপতি মোঃ আইয়ুব আনসারী, সাধারণ সম্পাদক মোহাম্মদ মামুন এহী সিরাজী, যুগ্ম সাধারণ সম্পাদক ইকবাল হোসেন ভূঁইয়া, সহ-সাধারণ সম্পাদক মোহাম্মদ হারুন মিয়া, সাংগঠনিক সম্পাদক মোহাম্মদ মঞ্জুরুল হক জুয়েল, সহকারী সাংগঠনিক সম্পাদক মোহাম্মদ তৌহিদুল আলম, কোষাধ্যক্ষ মোহাম্মদ নাছের, সহকারী কোষাধ্যক্ষ তমাল কান্তি চৌধুরী, দপ্তর সম্পাদক শিমুল বড়ুয়া, সহকারী দপ্তর সম্পাদক মোহাম্মদ জে আবেদীন (আবিদ), শিক্ষা ও সাংস্কৃতিক সম্পাদক রাজু দাশ, সমাজ কল্যাণ সম্পাদক আজাদ উল আজম, প্রচার ও প্রকাশনা সম্পাদক মোঃ এ ওয়াদুদ, ক্রীড়া সম্পাদক মোহাম্মদ জে আরাফ, কার্যনির্বাহী সদস্য নুরুল সাফা, কার্যনির্বাহী সদস্য মোহাম্মদ শওকত আলী, কার্যনির্বাহী সদস্য মোহাম্মদ শাহা আলম।: [42, 2116, 581, 2329]
article-jennifer: [602, 216, 1015, 715]
panel-name: মাকবুল-মামুন প্যানেল:: [42, 2116, 182, 2134]
byline: অনলাইন ডেস্ক: [42, 325, 124, 342]
newspaper-name-part1: নিউইয়র্ক: [1151, 86, 1340, 149]
headline-alamgir: আলমগীর খান আলম: [693, 1320, 924, 1350]
article-body: সামাদ আজাদ। সংবাদ সম্মেলনে আওয়ামী লীগের নেতৃবৃন্দের মধ্যে আরো উপস্থিত ছিলেন সোলেমান আলী, মজিবুর রহমান, তারেক হায়দার, নুরুল আমিন বাবু, আলী হোসেন, আব্দুল হাসিব মামুন, মাসুদ হায়দার, শাহানারা রহমান, আইরিন পারভীন প্রমুখ। সংবাদ সম্মেলনে শেখ হাসিনাকে টেলিফোনে বক্তব্য রাখতে পারবেন বলে জানান নেতৃবৃন্দ। আর এদিকে টেলিফোন কলটি হবে হাইডস রজিনের সামনে অথবা আওয়ামী লীগের সাধারণ সম্পাদক সংবাদ সম্মেলনে উপস্থিত থাকবেন। তবে এ বিষয়ে ফাইনাল কথা হয়নি নুরুল আমিন বাবু বলেন, আমরা তদন্ত করছি। দেখা যাক কী হয়। লিখিত বক্তব্যে বলা হয়, যুক্তরাষ্ট্র আওয়ামী লীগ ড. ইউনূসের আগমনের প্রতিবাদে ২৬ সেপ্টেম্বর জেএফকে এয়ারপোর্টে ও ২৭ সেপ্টেম্বর জাতিসংঘের সামনে প্রতিবাদ সমাবেশ করবে।: [602, 1618, 1015, 1874]
column-2: [602, 175, 1015, 1876]
headline-muna: মুনা'র বারবিকিউ পার্টি: [194, 545, 429, 575]
newspaper-name: [1151, 88, 1498, 148]
article-muna: [42, 584, 581, 757]
section-name: খবর: [154, 75, 248, 137]
lead-kicker: ছাত্র-জনতার আন্দোলনে নৃশংসতা: [142, 172, 481, 200]
